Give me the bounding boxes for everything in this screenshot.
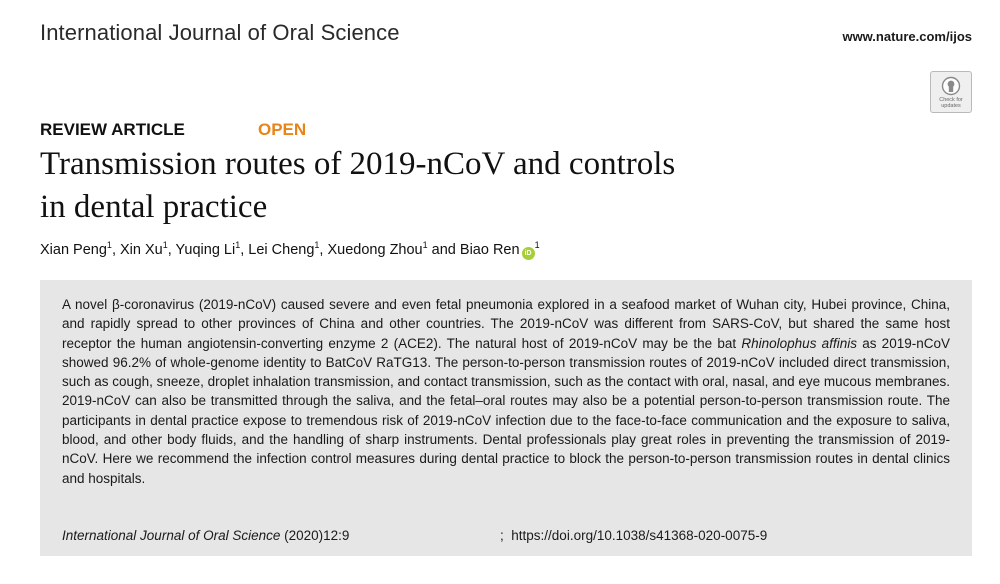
article-type: REVIEW ARTICLE bbox=[40, 120, 185, 139]
update-badge-label: Check for updates bbox=[939, 97, 963, 109]
author-name[interactable]: Yuqing Li bbox=[175, 241, 236, 258]
author-list: Xian Peng$^1$, Xin Xu$^1$, Yuqing Li$^1$, Lei Cheng$^1$, Xuedong Zhou$^1$ and Biao Ren $iD^1$ bbox=[40, 240, 540, 258]
affiliation-marker: 1 bbox=[106, 240, 112, 250]
author-name[interactable]: Xuedong Zhou bbox=[327, 241, 423, 258]
orcid-icon[interactable]: iD bbox=[522, 247, 535, 260]
doi-link[interactable]: https://doi.org/10.1038/s41368-020-0075-9 bbox=[511, 528, 768, 543]
title-line-2: in dental practice bbox=[40, 189, 268, 225]
author-name[interactable]: Xin Xu bbox=[120, 241, 163, 258]
crossmark-icon bbox=[941, 76, 961, 96]
open-access-label: OPEN bbox=[258, 120, 307, 139]
journal-name: International Journal of Oral Science bbox=[40, 20, 400, 45]
article-title bbox=[40, 143, 860, 229]
abstract-part-1: A novel β-coronavirus (2019-nCoV) caused severe and even fetal pneumonia explored in a seafood market of Wuhan city, Hubei province, China, and rapidly spread to other provinces of China and other countries. The 2019-nCoV was different from SARS-CoV, but shared the same host receptor the human angiotensin-converting enzyme 2 (ACE2). The natural host of 2019-nCoV may be the bat bbox=[62, 297, 950, 351]
citation-journal: International Journal of Oral Science bbox=[62, 528, 281, 543]
author-name[interactable]: Xian Peng bbox=[40, 241, 107, 258]
abstract-text bbox=[62, 295, 950, 488]
site-url-link[interactable]: www.nature.com/ijos bbox=[842, 29, 972, 44]
citation-volume: (2020)12:9 bbox=[280, 528, 350, 543]
check-for-updates-badge[interactable] bbox=[930, 71, 972, 113]
author-conjunction: and bbox=[431, 241, 456, 258]
citation bbox=[62, 528, 349, 543]
title-line-1: Transmission routes of 2019-nCoV and controls bbox=[40, 146, 676, 182]
author-name[interactable]: Biao Ren bbox=[459, 241, 520, 258]
abstract-box bbox=[40, 280, 972, 556]
author-name[interactable]: Lei Cheng bbox=[248, 241, 315, 258]
doi-line bbox=[500, 528, 767, 543]
species-name: Rhinolophus affinis bbox=[741, 335, 857, 351]
affiliation-marker: 1 bbox=[534, 240, 540, 250]
affiliation-marker: 1 bbox=[314, 240, 320, 250]
affiliation-marker: 1 bbox=[235, 240, 241, 250]
affiliation-marker: 1 bbox=[162, 240, 168, 250]
abstract-part-2: as 2019-nCoV showed 96.2% of whole-genome identity to BatCoV RaTG13. The person-to-person transmission routes of 2019-nCoV included direct transmission, such as cough, sneeze, droplet inhalation transmission, and contact transmission, such as the contact with oral, nasal, and eye mucous membranes. 2019-nCoV can also be transmitted through the saliva, and the fetal–oral routes may also be a potential person-to-person transmission route. The participants in dental practice expose to tremendous risk of 2019-nCoV infection due to the face-to-face communication and the exposure to saliva, blood, and other body fluids, and the handling of sharp instruments. Dental professionals play great roles in preventing the transmission of 2019-nCoV. Here we recommend the infection control measures during dental practice to block the person-to-person transmission routes in dental clinics and hospitals. bbox=[62, 335, 950, 486]
affiliation-marker: 1 bbox=[422, 240, 428, 250]
citation-separator: ; bbox=[500, 528, 504, 543]
